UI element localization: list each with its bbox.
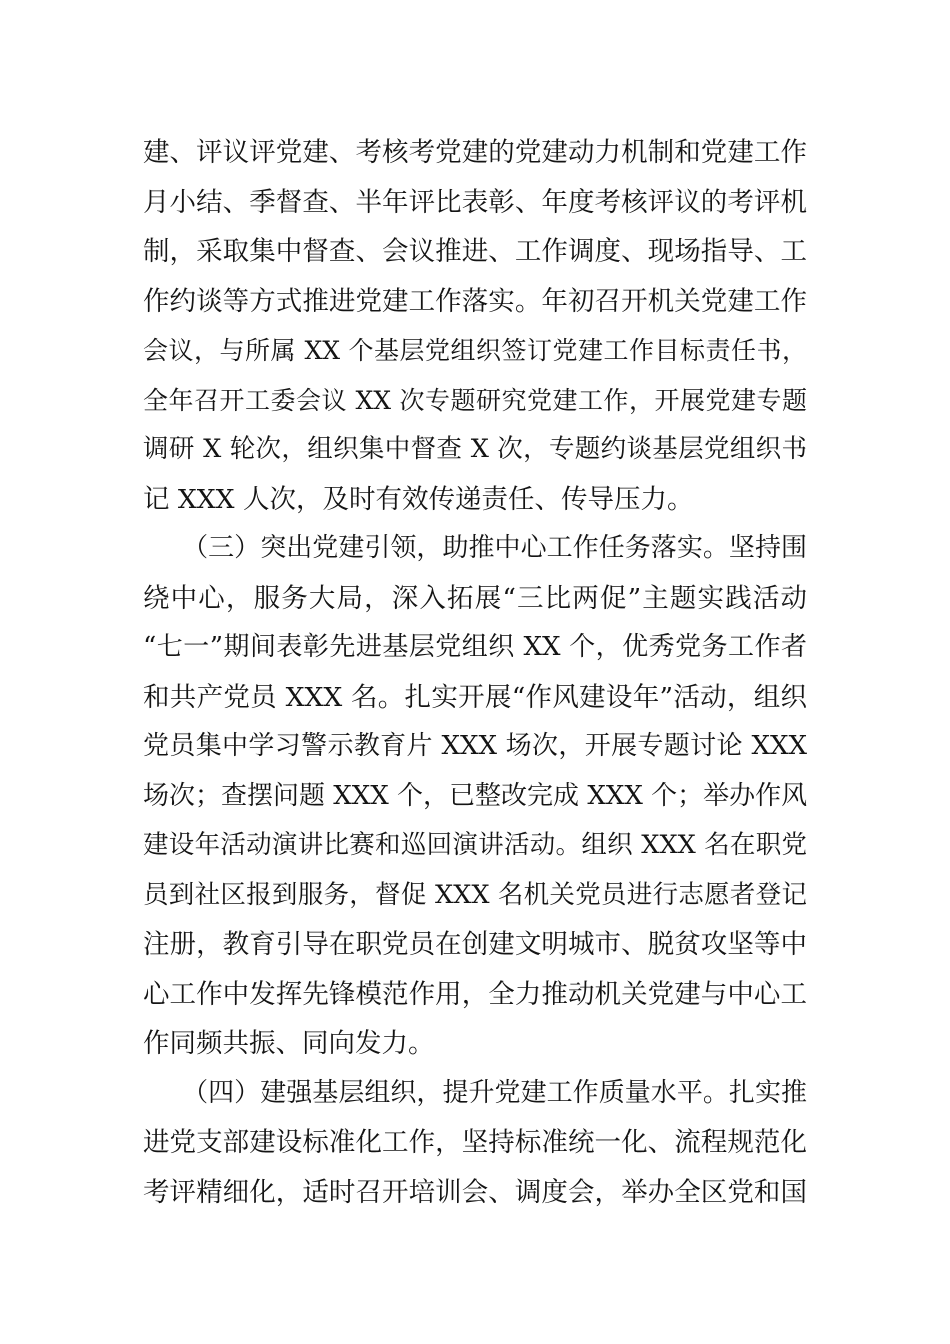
text-line: 注册，教育引导在职党员在创建文明城市、脱贫攻坚等中 xyxy=(143,929,807,960)
text-line: 员到社区报到服务，督促 XXX 名机关党员进行志愿者登记 xyxy=(143,879,807,910)
text-line: 作同频共振、同向发力。 xyxy=(143,1028,435,1059)
text-line: 和共产党员 XXX 名。扎实开展“作风建设年”活动，组织 xyxy=(143,681,807,713)
document-body xyxy=(143,128,807,1217)
text-line: （四）建强基层组织，提升党建工作质量水平。扎实推 xyxy=(143,1077,807,1108)
text-line: 制，采取集中督查、会议推进、工作调度、现场指导、工 xyxy=(143,236,807,267)
text-line: 记 XXX 人次，及时有效传递责任、传导压力。 xyxy=(143,483,694,515)
text-line: 心工作中发挥先锋模范作用，全力推动机关党建与中心工 xyxy=(143,978,807,1010)
text-line: “七一”期间表彰先进基层党组织 XX 个，优秀党务工作者 xyxy=(143,632,807,662)
text-line: 全年召开工委会议 XX 次专题研究党建工作，开展党建专题 xyxy=(143,385,807,415)
text-line: 场次；查摆问题 XXX 个，已整改完成 XXX 个；举办作风 xyxy=(143,780,808,811)
text-line: 进党支部建设标准化工作，坚持标准统一化、流程规范化 xyxy=(143,1127,807,1158)
text-line: 月小结、季督查、半年评比表彰、年度考核评议的考评机 xyxy=(143,186,807,218)
text-line: 建、评议评党建、考核考党建的党建动力机制和党建工作 xyxy=(143,137,807,168)
text-line: 绕中心，服务大局，深入拓展“三比两促”主题实践活动 xyxy=(143,582,807,614)
text-line: 考评精细化，适时召开培训会、调度会，举办全区党和国 xyxy=(143,1176,807,1208)
text-line: 建设年活动演讲比赛和巡回演讲活动。组织 XXX 名在职党 xyxy=(143,830,807,860)
text-line: （三）突出党建引领，助推中心工作任务落实。坚持围 xyxy=(143,533,807,563)
text-line: 调研 X 轮次，组织集中督查 X 次，专题约谈基层党组织书 xyxy=(143,434,807,464)
text-line: 作约谈等方式推进党建工作落实。年初召开机关党建工作 xyxy=(143,285,807,317)
text-line: 会议，与所属 XX 个基层党组织签订党建工作目标责任书， xyxy=(143,336,807,365)
text-line: 党员集中学习警示教育片 XXX 场次，开展专题讨论 XXX xyxy=(143,731,807,761)
